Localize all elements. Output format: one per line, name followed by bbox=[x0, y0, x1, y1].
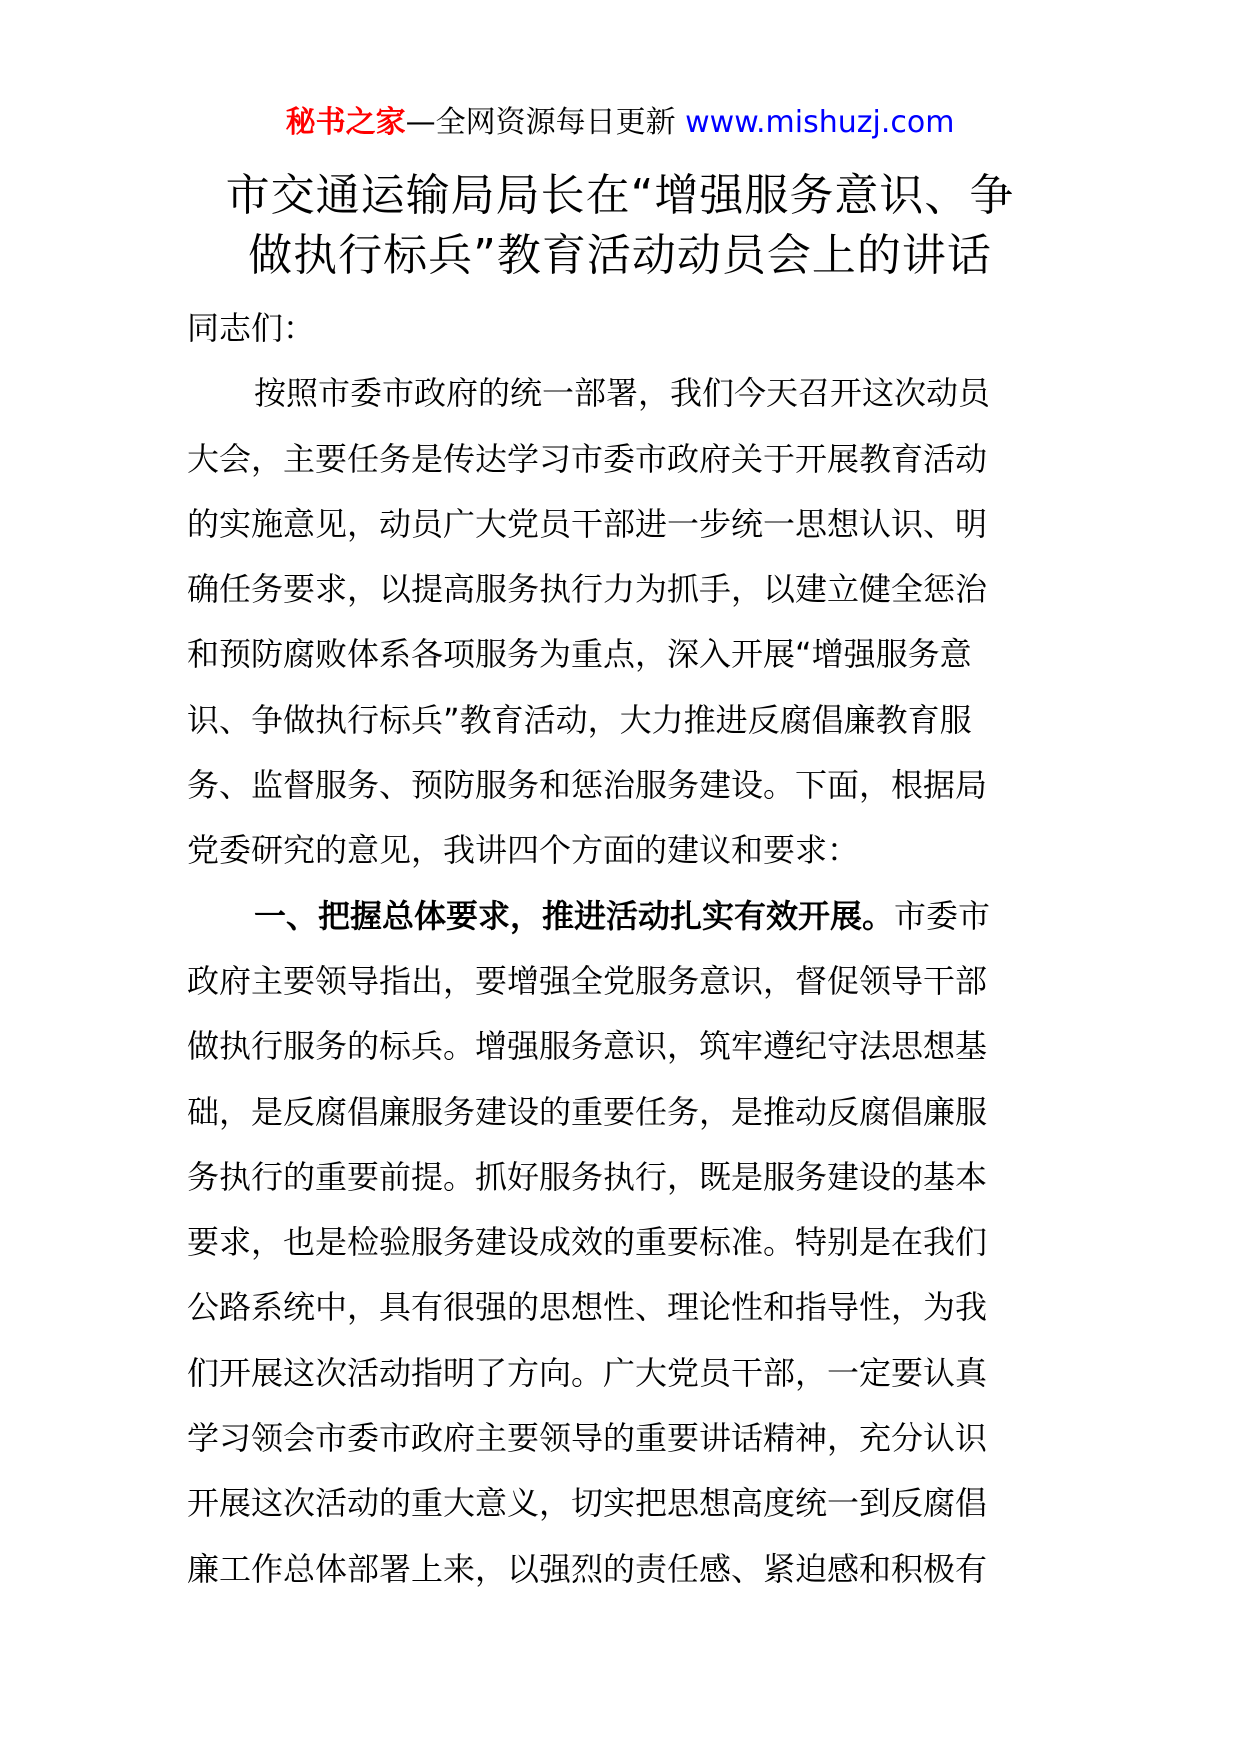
paragraph-intro bbox=[187, 361, 1032, 883]
paragraph-line: 廉工作总体部署上来，以强烈的责任感、紧迫感和积极有 bbox=[187, 1549, 988, 1588]
paragraph-line: 开展这次活动的重大意义，切实把思想高度统一到反腐倡 bbox=[187, 1484, 988, 1523]
section-heading-rest: 市委市 bbox=[894, 896, 991, 935]
paragraph-line: 确任务要求，以提高服务执行力为抓手，以建立健全惩治 bbox=[187, 570, 988, 609]
paragraph-line: 党委研究的意见，我讲四个方面的建议和要求： bbox=[187, 831, 860, 870]
paragraph-line: 务、监督服务、预防服务和惩治服务建设。下面，根据局 bbox=[187, 766, 988, 805]
document-title bbox=[160, 166, 1080, 286]
paragraph-line: 做执行服务的标兵。增强服务意识，筑牢遵纪守法思想基 bbox=[187, 1027, 988, 1066]
document-body bbox=[187, 296, 1032, 1602]
paragraph-line: 们开展这次活动指明了方向。广大党员干部，一定要认真 bbox=[187, 1353, 988, 1392]
site-header bbox=[0, 100, 1240, 146]
title-line: 市交通运输局局长在“增强服务意识、争 bbox=[225, 170, 1015, 221]
paragraph-line: 政府主要领导指出，要增强全党服务意识，督促领导干部 bbox=[187, 961, 988, 1000]
paragraph-line: 按照市委市政府的统一部署，我们今天召开这次动员 bbox=[254, 374, 991, 413]
section-heading: 一、把握总体要求，推进活动扎实有效开展。 bbox=[254, 896, 895, 935]
site-url-link[interactable]: www.mishuzj.com bbox=[685, 105, 955, 140]
paragraph-line: 大会，主要任务是传达学习市委市政府关于开展教育活动 bbox=[187, 439, 988, 478]
paragraph-line: 务执行的重要前提。抓好服务执行，既是服务建设的基本 bbox=[187, 1157, 988, 1196]
salutation: 同志们： bbox=[187, 309, 316, 347]
paragraph-line: 学习领会市委市政府主要领导的重要讲话精神，充分认识 bbox=[187, 1419, 988, 1458]
section-heading-line bbox=[187, 884, 1032, 949]
paragraph-line: 的实施意见，动员广大党员干部进一步统一思想认识、明 bbox=[187, 504, 988, 543]
paragraph-line: 公路系统中，具有很强的思想性、理论性和指导性，为我 bbox=[187, 1288, 988, 1327]
header-tagline: —全网资源每日更新 bbox=[405, 105, 686, 140]
title-line: 做执行标兵”教育活动动员会上的讲话 bbox=[248, 230, 992, 281]
paragraph-line: 识、争做执行标兵”教育活动，大力推进反腐倡廉教育服 bbox=[187, 700, 972, 739]
paragraph-line: 要求，也是检验服务建设成效的重要标准。特别是在我们 bbox=[187, 1223, 988, 1262]
paragraph-line: 和预防腐败体系各项服务为重点，深入开展“增强服务意 bbox=[187, 635, 972, 674]
paragraph-line: 础，是反腐倡廉服务建设的重要任务，是推动反腐倡廉服 bbox=[187, 1092, 988, 1131]
brand-name: 秘书之家 bbox=[285, 105, 406, 140]
section-1 bbox=[187, 884, 1032, 1602]
